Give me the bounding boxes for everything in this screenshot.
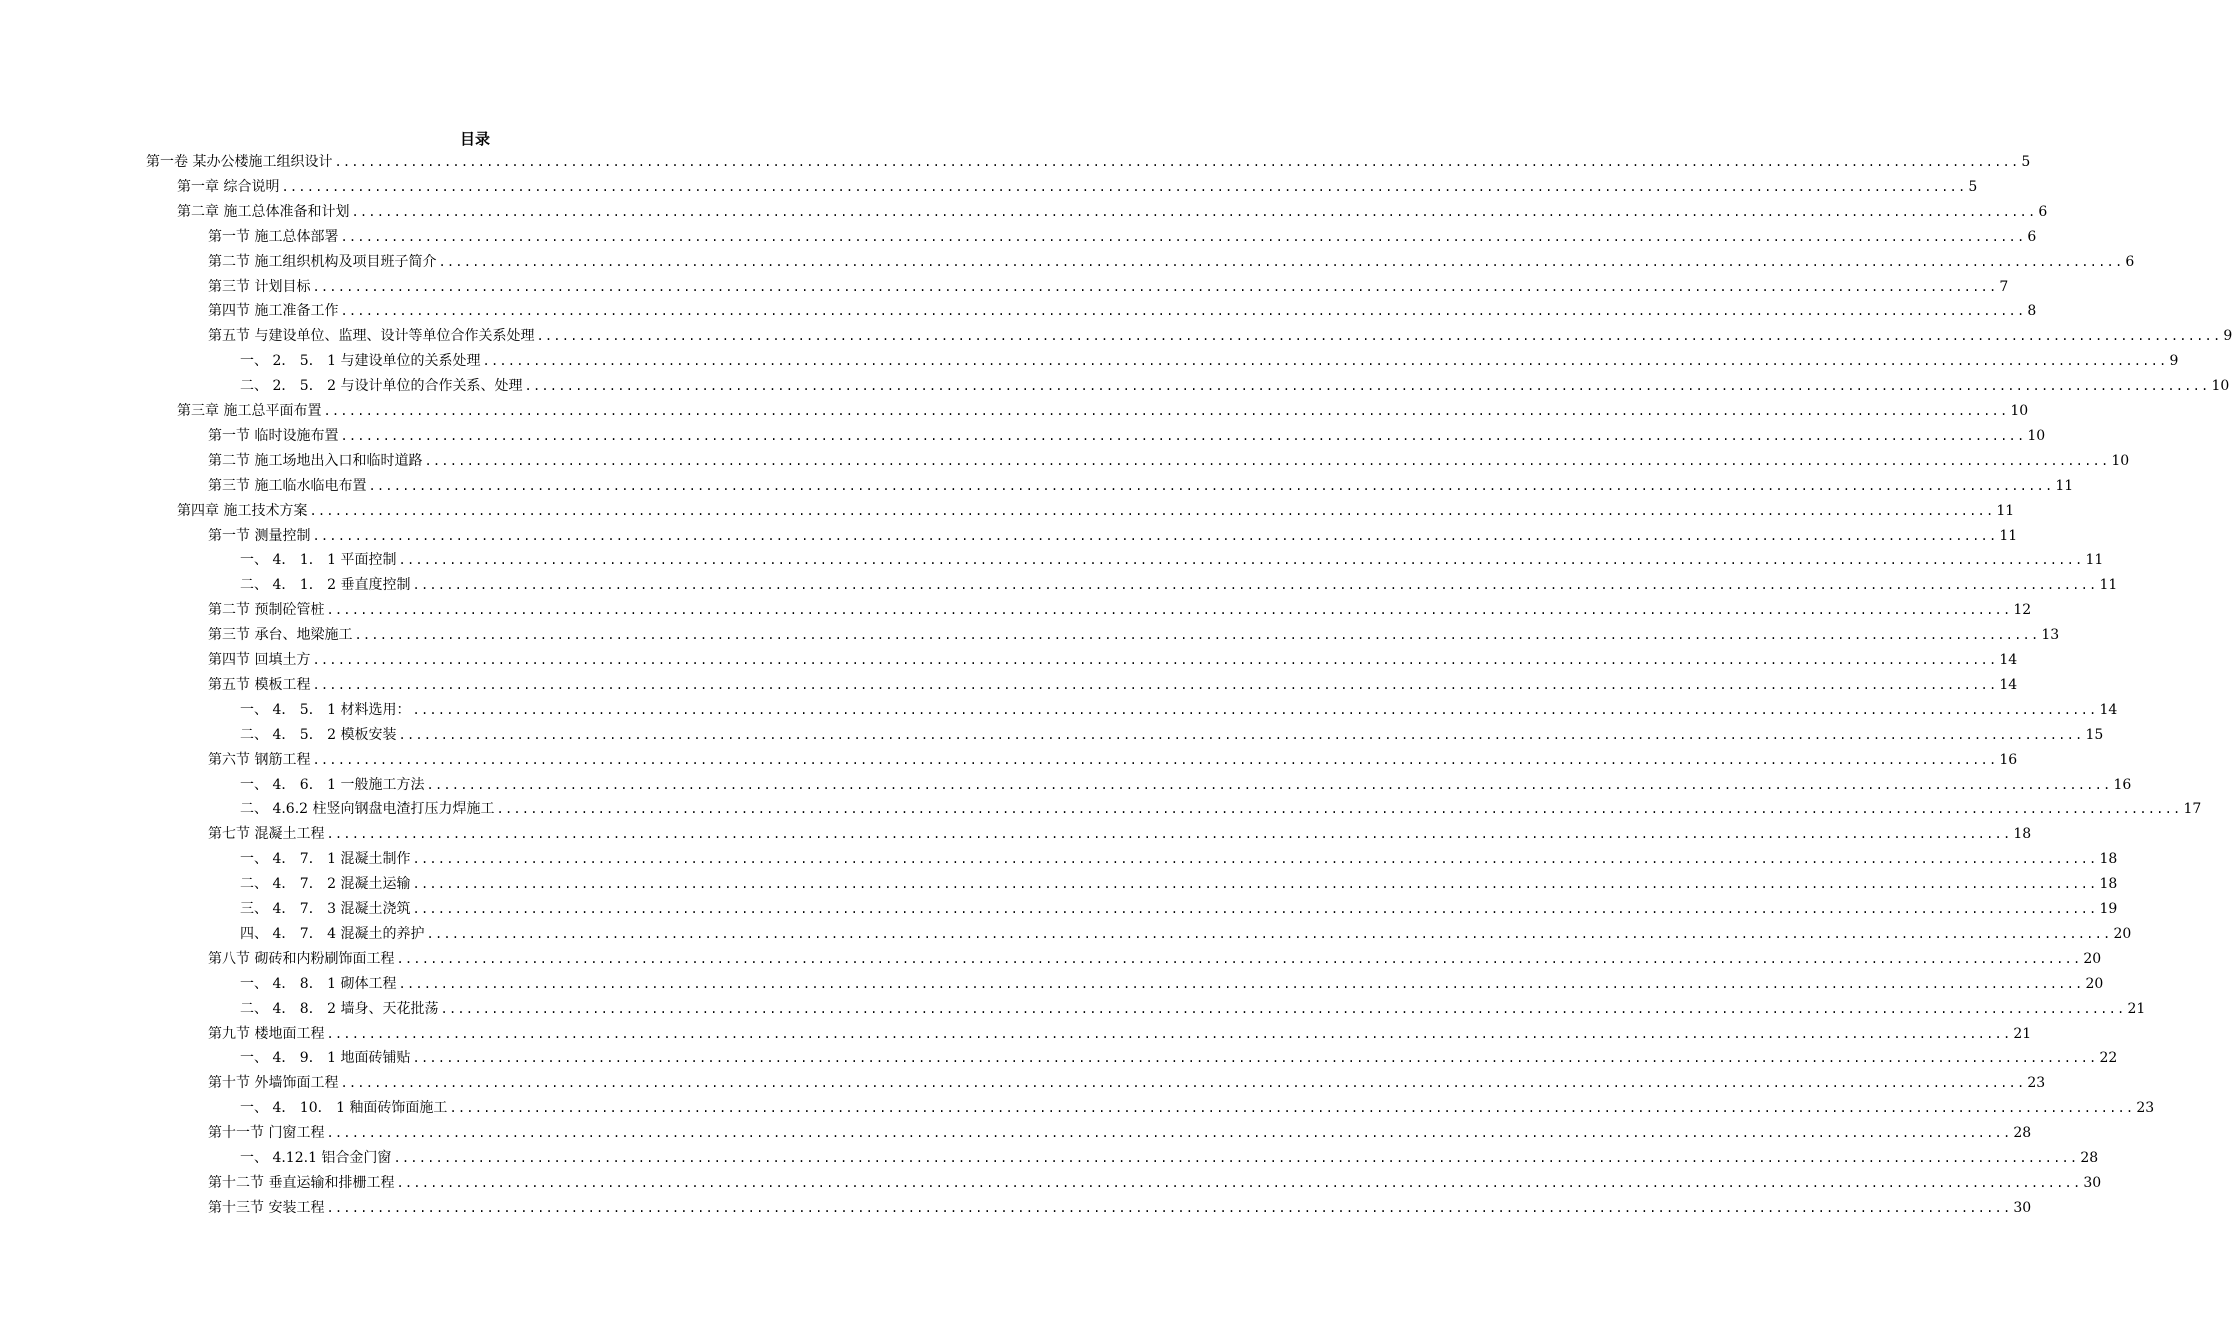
toc-leader-dots: ........................................................................................................................................................................................................ [354,628,2040,643]
toc-page-number: 17 [2183,801,2202,818]
toc-leader-dots: ........................................................................................................................................................................................................ [426,777,2112,792]
toc-entry[interactable] [240,923,2132,945]
toc-entry[interactable] [240,774,2132,796]
toc-page-number: 14 [2099,701,2118,718]
toc-entry-text: 第一卷 某办公楼施工组织设计 [146,154,333,170]
toc-entry-text: 第四节 回填土方 [208,652,311,668]
toc-page-number: 9 [2223,328,2232,345]
toc-page-number: 20 [2113,925,2132,942]
toc-entry[interactable] [240,798,2202,820]
toc-entry-text: 第四章 施工技术方案 [177,502,308,519]
toc-leader-dots: ........................................................................................................................................................................................................ [340,304,2026,319]
toc-leader-dots: ........................................................................................................................................................................................................ [398,727,2084,742]
toc-entry[interactable] [208,599,2032,621]
toc-page-number: 5 [1968,178,1978,195]
toc-page-number: 14 [1999,652,2018,668]
toc-entry-text: 二、 4． 8． 2 墙身、天花批荡 [240,1000,439,1017]
toc-leader-dots: ........................................................................................................................................................................................................ [496,802,2182,817]
toc-entry[interactable] [177,400,2029,422]
toc-leader-dots: ........................................................................................................................................................................................................ [340,229,2026,244]
toc-entry[interactable] [208,1197,2032,1219]
toc-page-number: 8 [2027,303,2037,320]
toc-entry-text: 二、 4． 1． 2 垂直度控制 [240,577,411,594]
toc-page-number: 11 [1996,502,2015,519]
toc-leader-dots: ........................................................................................................................................................................................................ [326,1126,2012,1141]
toc-entry[interactable] [146,151,2031,173]
toc-leader-dots: ........................................................................................................................................................................................................ [412,902,2098,916]
toc-entry[interactable] [208,1122,2032,1144]
toc-leader-dots: ........................................................................................................................................................................................................ [326,827,2012,842]
toc-entry-text: 第三节 计划目标 [208,278,311,295]
toc-entry[interactable] [208,649,2018,671]
toc-entry-text: 第三节 施工临水临电布置 [208,477,367,494]
toc-entry-text: 第二章 施工总体准备和计划 [177,203,350,220]
toc-page-number: 20 [2085,975,2104,992]
toc-leader-dots: ........................................................................................................................................................................................................ [312,279,1998,294]
toc-entry[interactable] [240,898,2118,920]
toc-page-number: 10 [2211,378,2230,395]
toc-entry-text: 第十节 外墙饰面工程 [208,1075,339,1092]
toc-page-number: 13 [2041,627,2060,644]
toc-page-number: 22 [2099,1050,2118,1067]
toc-entry-text: 第一节 施工总体部署 [208,228,339,245]
toc-leader-dots: ........................................................................................................................................................................................................ [440,1001,2126,1016]
toc-entry[interactable] [208,749,2018,771]
toc-leader-dots: ........................................................................................................................................................................................................ [368,478,2054,493]
toc-entry[interactable] [177,201,2048,223]
toc-page-number: 20 [2083,950,2102,967]
toc-entry-text: 一、 4． 8． 1 砌体工程 [240,975,397,992]
toc-entry[interactable] [240,350,2179,372]
toc-entry[interactable] [240,549,2104,571]
toc-entry[interactable] [208,1172,2102,1194]
toc-page-number: 28 [2080,1150,2099,1166]
toc-leader-dots: ........................................................................................................................................................................................................ [482,354,2168,369]
toc-entry-text: 一、 4． 1． 1 平面控制 [240,552,397,569]
toc-page-number: 11 [2085,552,2104,569]
toc-leader-dots: ........................................................................................................................................................................................................ [412,702,2098,717]
toc-page-number: 7 [1999,278,2009,295]
toc-page-number: 18 [2099,876,2118,893]
toc-title: 目录 [459,130,490,148]
toc-leader-dots: ........................................................................................................................................................................................................ [281,179,1967,194]
toc-leader-dots: ........................................................................................................................................................................................................ [312,677,1998,692]
toc-entry-text: 第二节 施工组织机构及项目班子简介 [208,253,437,270]
toc-leader-dots: ........................................................................................................................................................................................................ [312,752,1998,767]
toc-entry-text: 第一节 临时设施布置 [208,427,339,444]
toc-leader-dots: ........................................................................................................................................................................................................ [326,1200,2012,1215]
toc-page-number: 15 [2085,726,2104,743]
toc-entry[interactable] [240,375,2230,397]
toc-page-number: 6 [2027,228,2037,245]
toc-page-number: 18 [2099,851,2118,868]
toc-leader-dots: ........................................................................................................................................................................................................ [449,1101,2135,1116]
toc-page-number: 23 [2136,1100,2155,1117]
toc-page-number: 10 [2010,403,2029,419]
toc-page-number: 30 [2083,1174,2102,1191]
toc-entry[interactable] [240,724,2104,746]
toc-entry[interactable] [240,699,2118,721]
toc-page-number: 6 [2038,203,2048,220]
toc-entry[interactable] [208,276,2009,298]
toc-leader-dots: ........................................................................................................................................................................................................ [412,1051,2098,1066]
toc-leader-dots: ........................................................................................................................................................................................................ [396,1175,2082,1190]
toc-page-number: 19 [2099,901,2118,917]
toc-entry-text: 一、 4． 7． 1 混凝土制作 [240,851,411,868]
toc-leader-dots: ........................................................................................................................................................................................................ [412,578,2098,593]
toc-entry-text: 一、 4． 9． 1 地面砖铺贴 [240,1050,411,1067]
toc-page-number: 16 [1999,751,2018,768]
toc-entry-text: 第一章 综合说明 [177,178,280,195]
toc-entry-text: 第五节 模板工程 [208,676,311,693]
toc-entry-text: 第十一节 门窗工程 [208,1125,325,1142]
toc-entry-text: 一、 4． 5． 1 材料选用： [240,701,411,718]
toc-entry[interactable] [208,226,2037,248]
toc-leader-dots: ........................................................................................................................................................................................................ [398,976,2084,991]
toc-entry-text: 第三节 承台、地梁施工 [208,627,353,644]
toc-page-number: 28 [2013,1125,2032,1142]
toc-page-number: 12 [2013,602,2032,619]
toc-entry[interactable] [208,674,2018,696]
toc-entry[interactable] [208,525,2018,547]
toc-page-number: 18 [2013,826,2032,843]
toc-page-number: 21 [2127,1000,2146,1017]
toc-entry[interactable] [208,948,2102,970]
toc-entry-text: 三、 4． 7． 3 混凝土浇筑 [240,901,411,917]
toc-leader-dots: ........................................................................................................................................................................................................ [323,404,2009,418]
toc-entry[interactable] [208,475,2074,497]
toc-entry[interactable] [240,998,2146,1020]
toc-entry-text: 一、 2． 5． 1 与建设单位的关系处理 [240,353,481,370]
toc-page-number: 11 [2055,477,2074,494]
toc-entry[interactable] [177,176,1978,198]
toc-leader-dots: ........................................................................................................................................................................................................ [398,553,2084,568]
toc-entry[interactable] [208,1023,2032,1045]
toc-entry-text: 第六节 钢筋工程 [208,751,311,768]
toc-leader-dots: ........................................................................................................................................................................................................ [426,926,2112,941]
toc-leader-dots: ........................................................................................................................................................................................................ [412,852,2098,867]
toc-entry-text: 二、 2． 5． 2 与设计单位的合作关系、处理 [240,378,523,395]
toc-entry[interactable] [240,1147,2099,1169]
toc-entry-text: 第一节 测量控制 [208,527,311,544]
toc-page-number: 5 [2021,154,2031,170]
toc-entry[interactable] [208,823,2032,845]
toc-entry[interactable] [208,624,2060,646]
toc-leader-dots: ........................................................................................................................................................................................................ [340,1076,2026,1091]
toc-entry[interactable] [240,1097,2155,1119]
toc-page-number: 21 [2013,1025,2032,1042]
toc-leader-dots: ........................................................................................................................................................................................................ [438,254,2124,269]
toc-entry[interactable] [240,574,2118,596]
toc-entry-text: 第三章 施工总平面布置 [177,403,322,419]
toc-entry-text: 一、 4． 6． 1 一般施工方法 [240,776,425,793]
toc-entry-text: 第二节 施工场地出入口和临时道路 [208,452,423,469]
toc-leader-dots: ........................................................................................................................................................................................................ [351,204,2037,219]
toc-entry[interactable] [177,500,2015,522]
toc-leader-dots: ........................................................................................................................................................................................................ [309,503,1995,518]
toc-entry-text: 第八节 砌砖和内粉刷饰面工程 [208,950,395,967]
toc-leader-dots: ........................................................................................................................................................................................................ [326,603,2012,618]
toc-page-number: 10 [2027,427,2046,444]
toc-leader-dots: ........................................................................................................................................................................................................ [396,951,2082,966]
toc-page-number: 14 [1999,676,2018,693]
toc-entry[interactable] [208,1072,2046,1094]
toc-page-number: 9 [2169,353,2179,370]
toc-entry[interactable] [240,873,2118,895]
toc-entry-text: 第九节 楼地面工程 [208,1025,325,1042]
toc-leader-dots: ........................................................................................................................................................................................................ [524,379,2210,394]
toc-entry[interactable] [208,251,2135,273]
toc-entry-text: 第十三节 安装工程 [208,1199,325,1216]
toc-entry-text: 二、 4.6.2 柱竖向钢盘电渣打压力焊施工 [240,801,495,818]
toc-entry-text: 二、 4． 5． 2 模板安装 [240,726,397,743]
toc-page-number: 23 [2027,1075,2046,1092]
toc-leader-dots: ........................................................................................................................................................................................................ [326,1026,2012,1041]
toc-page-number: 11 [2099,577,2118,594]
toc-entry[interactable] [208,450,2130,472]
toc-page-number: 30 [2013,1199,2032,1216]
toc-page-number: 6 [2125,253,2135,270]
toc-leader-dots: ........................................................................................................................................................................................................ [340,428,2026,443]
toc-entry[interactable] [208,300,2037,322]
toc-entry[interactable] [208,325,2232,347]
toc-leader-dots: ........................................................................................................................................................................................................ [393,1151,2079,1165]
toc-leader-dots: ........................................................................................................................................................................................................ [536,329,2222,344]
toc-entry[interactable] [240,1047,2118,1069]
toc-entry-text: 一、 4.12.1 铝合金门窗 [240,1150,392,1166]
toc-entry-text: 一、 4． 10． 1 釉面砖饰面施工 [240,1100,448,1117]
toc-page-number: 10 [2111,452,2130,469]
toc-entry-text: 第五节 与建设单位、监理、设计等单位合作关系处理 [208,328,535,345]
toc-entry-text: 第十二节 垂直运输和排栅工程 [208,1174,395,1191]
toc-leader-dots: ........................................................................................................................................................................................................ [334,155,2020,169]
toc-entry-text: 第四节 施工准备工作 [208,303,339,320]
toc-entry[interactable] [208,425,2046,447]
toc-page-number: 11 [1999,527,2018,544]
toc-leader-dots: ........................................................................................................................................................................................................ [412,877,2098,892]
toc-entry-text: 第二节 预制砼管桩 [208,602,325,619]
toc-leader-dots: ........................................................................................................................................................................................................ [424,453,2110,468]
toc-page-number: 16 [2113,776,2132,793]
toc-leader-dots: ........................................................................................................................................................................................................ [312,528,1998,543]
toc-entry[interactable] [240,848,2118,870]
toc-entry-text: 四、 4． 7． 4 混凝土的养护 [240,925,425,942]
toc-entry-text: 二、 4． 7． 2 混凝土运输 [240,876,411,893]
toc-leader-dots: ........................................................................................................................................................................................................ [312,653,1998,667]
toc-entry-text: 第七节 混凝土工程 [208,826,325,843]
toc-entry[interactable] [240,973,2104,995]
